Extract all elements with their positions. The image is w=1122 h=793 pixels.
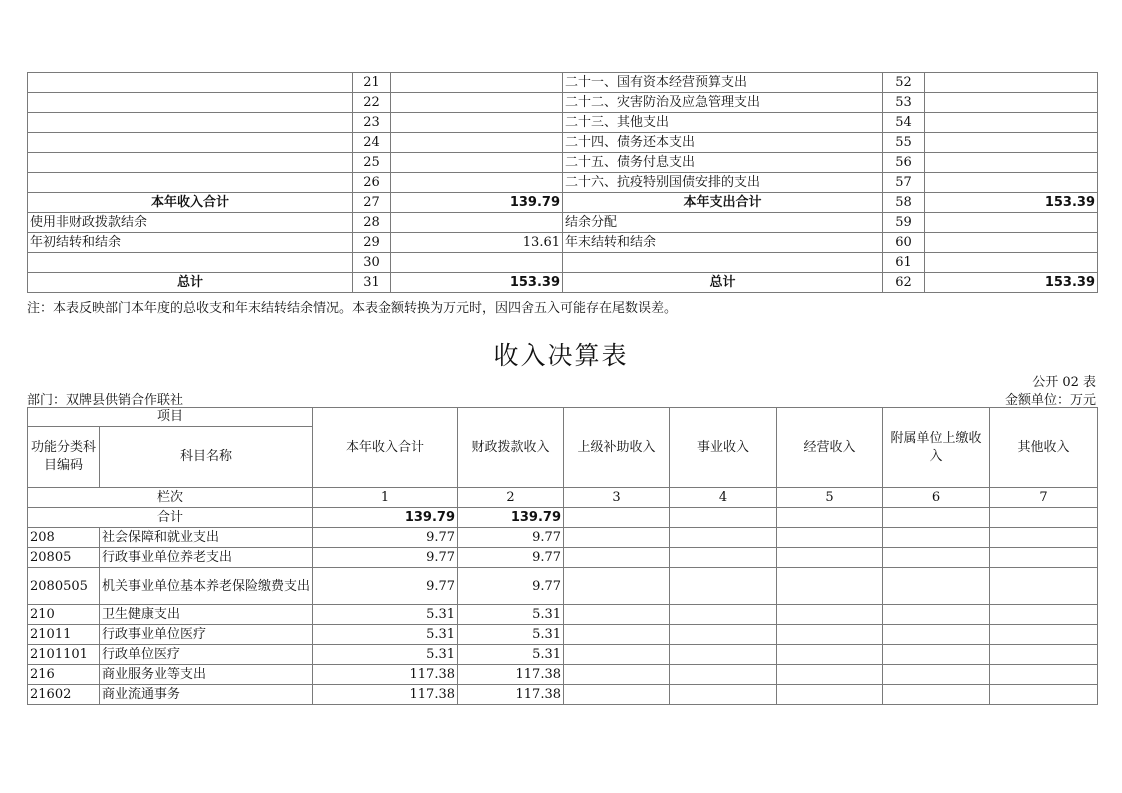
header-total: 本年收入合计 [313,408,458,488]
income-total: 5.31 [313,645,458,665]
empty-cell [564,568,670,605]
empty-cell [883,508,990,528]
expenditure-item-label: 二十五、债务付息支出 [563,153,883,173]
table-row [28,665,1098,685]
empty-cell [990,548,1098,568]
row-number: 31 [353,273,391,293]
header-superior: 上级补助收入 [564,408,670,488]
empty-cell [990,605,1098,625]
income-total: 9.77 [313,568,458,605]
subject-name: 社会保障和就业支出 [100,528,313,548]
empty-cell [990,665,1098,685]
expenditure-amount: 153.39 [925,193,1098,213]
empty-cell [564,625,670,645]
row-number: 57 [883,173,925,193]
fiscal-income: 9.77 [458,528,564,548]
empty-cell [564,548,670,568]
total-amount: 139.79 [313,508,458,528]
expenditure-item-label: 本年支出合计 [563,193,883,213]
empty-cell [883,685,990,705]
expenditure-amount [925,253,1098,273]
subject-name: 商业服务业等支出 [100,665,313,685]
header-affiliated: 附属单位上缴收入 [883,408,990,488]
column-number: 1 [313,488,458,508]
expenditure-amount [925,153,1098,173]
income-amount: 153.39 [391,273,563,293]
empty-cell [670,605,777,625]
expenditure-amount [925,213,1098,233]
expenditure-amount: 153.39 [925,273,1098,293]
income-total: 117.38 [313,665,458,685]
empty-cell [777,528,883,548]
row-number: 59 [883,213,925,233]
income-item-label: 年初结转和结余 [28,233,353,253]
income-item-label [28,253,353,273]
income-expenditure-summary-table [27,72,1098,293]
expenditure-item-label: 二十六、抗疫特别国债安排的支出 [563,173,883,193]
table-row [28,133,1098,153]
row-number: 61 [883,253,925,273]
header-fiscal: 财政拨款收入 [458,408,564,488]
empty-cell [670,645,777,665]
empty-cell [883,665,990,685]
row-number: 23 [353,113,391,133]
subject-name: 行政事业单位养老支出 [100,548,313,568]
income-amount [391,113,563,133]
income-total: 5.31 [313,605,458,625]
table-row [28,528,1098,548]
empty-cell [670,508,777,528]
expenditure-amount [925,173,1098,193]
subject-code: 20805 [28,548,100,568]
empty-cell [990,528,1098,548]
income-amount: 13.61 [391,233,563,253]
income-item-label: 本年收入合计 [28,193,353,213]
empty-cell [883,548,990,568]
subject-name: 行政单位医疗 [100,645,313,665]
row-number: 26 [353,173,391,193]
subject-code: 2080505 [28,568,100,605]
expenditure-item-label: 年末结转和结余 [563,233,883,253]
row-number: 56 [883,153,925,173]
expenditure-amount [925,73,1098,93]
empty-cell [670,625,777,645]
empty-cell [990,625,1098,645]
income-statement-table [27,407,1098,705]
expenditure-item-label: 总计 [563,273,883,293]
empty-cell [777,665,883,685]
total-label: 合计 [28,508,313,528]
income-amount [391,73,563,93]
fiscal-income: 5.31 [458,605,564,625]
subject-code: 216 [28,665,100,685]
income-item-label: 总计 [28,273,353,293]
table-row [28,625,1098,645]
empty-cell [777,508,883,528]
empty-cell [990,508,1098,528]
total-row [28,508,1098,528]
column-number: 6 [883,488,990,508]
row-number: 60 [883,233,925,253]
empty-cell [670,665,777,685]
row-number: 24 [353,133,391,153]
empty-cell [564,645,670,665]
empty-cell [777,645,883,665]
fiscal-income: 5.31 [458,645,564,665]
subject-code: 210 [28,605,100,625]
income-total: 5.31 [313,625,458,645]
income-amount [391,173,563,193]
income-item-label [28,133,353,153]
income-total: 117.38 [313,685,458,705]
row-number: 27 [353,193,391,213]
column-number: 4 [670,488,777,508]
fiscal-income: 5.31 [458,625,564,645]
income-item-label [28,113,353,133]
row-number: 54 [883,113,925,133]
empty-cell [777,548,883,568]
header-name: 科目名称 [100,427,313,488]
row-number: 22 [353,93,391,113]
department-label: 部门：双牌县供销合作联社 [27,393,184,408]
income-item-label [28,73,353,93]
subject-code: 21011 [28,625,100,645]
subject-name: 行政事业单位医疗 [100,625,313,645]
row-number: 21 [353,73,391,93]
row-number: 52 [883,73,925,93]
row-number: 62 [883,273,925,293]
table-row [28,233,1098,253]
row-number: 28 [353,213,391,233]
empty-cell [670,528,777,548]
fiscal-income: 9.77 [458,568,564,605]
subject-code: 208 [28,528,100,548]
table-row [28,253,1098,273]
row-number: 29 [353,233,391,253]
empty-cell [990,685,1098,705]
empty-cell [564,528,670,548]
expenditure-item-label: 二十四、债务还本支出 [563,133,883,153]
table-row [28,73,1098,93]
income-item-label [28,173,353,193]
empty-cell [990,568,1098,605]
table-row [28,93,1098,113]
table-row [28,568,1098,605]
income-item-label: 使用非财政拨款结余 [28,213,353,233]
table-row [28,273,1098,293]
empty-cell [883,568,990,605]
empty-cell [564,508,670,528]
column-number: 2 [458,488,564,508]
subject-name: 机关事业单位基本养老保险缴费支出 [100,568,313,605]
fiscal-income: 117.38 [458,665,564,685]
subject-name: 卫生健康支出 [100,605,313,625]
table-row [28,645,1098,665]
income-amount [391,93,563,113]
income-total: 9.77 [313,528,458,548]
fiscal-income: 117.38 [458,685,564,705]
column-number: 3 [564,488,670,508]
expenditure-amount [925,233,1098,253]
table-row [28,193,1098,213]
empty-cell [564,605,670,625]
income-item-label [28,93,353,113]
expenditure-item-label: 二十二、灾害防治及应急管理支出 [563,93,883,113]
empty-cell [670,548,777,568]
empty-cell [777,685,883,705]
empty-cell [564,665,670,685]
expenditure-amount [925,113,1098,133]
table-row [28,548,1098,568]
empty-cell [883,605,990,625]
expenditure-item-label: 二十三、其他支出 [563,113,883,133]
row-number: 25 [353,153,391,173]
empty-cell [990,645,1098,665]
income-amount: 139.79 [391,193,563,213]
income-amount [391,133,563,153]
amount-unit-label: 金额单位：万元 [1004,393,1096,408]
empty-cell [777,605,883,625]
header-code: 功能分类科目编码 [28,427,100,488]
form-number: 公开 02 表 [1032,375,1096,390]
header-operating: 经营收入 [777,408,883,488]
table-row [28,605,1098,625]
column-number: 7 [990,488,1098,508]
row-number: 58 [883,193,925,213]
income-item-label [28,153,353,173]
table-row [28,213,1098,233]
empty-cell [777,568,883,605]
subject-code: 21602 [28,685,100,705]
expenditure-item-label: 二十一、国有资本经营预算支出 [563,73,883,93]
empty-cell [670,568,777,605]
income-amount [391,253,563,273]
expenditure-amount [925,93,1098,113]
income-amount [391,153,563,173]
row-number: 30 [353,253,391,273]
empty-cell [883,625,990,645]
income-amount [391,213,563,233]
column-number: 5 [777,488,883,508]
empty-cell [883,645,990,665]
expenditure-item-label [563,253,883,273]
fiscal-income: 9.77 [458,548,564,568]
empty-cell [883,528,990,548]
subject-code: 2101101 [28,645,100,665]
table-row [28,113,1098,133]
empty-cell [564,685,670,705]
column-number-row [28,488,1098,508]
income-total: 9.77 [313,548,458,568]
subject-name: 商业流通事务 [100,685,313,705]
header-other: 其他收入 [990,408,1098,488]
table-row [28,685,1098,705]
header-project: 项目 [28,408,313,427]
total-fiscal-amount: 139.79 [458,508,564,528]
row-number: 55 [883,133,925,153]
table-row [28,173,1098,193]
row-number: 53 [883,93,925,113]
column-label: 栏次 [28,488,313,508]
table-row [28,153,1098,173]
header-row [28,408,1098,427]
empty-cell [777,625,883,645]
page-title: 收入决算表 [493,341,629,370]
table-note: 注：本表反映部门本年度的总收支和年末结转结余情况。本表金额转换为万元时，因四舍五入可能存在尾数误差。 [27,301,678,316]
header-business: 事业收入 [670,408,777,488]
empty-cell [670,685,777,705]
expenditure-item-label: 结余分配 [563,213,883,233]
expenditure-amount [925,133,1098,153]
